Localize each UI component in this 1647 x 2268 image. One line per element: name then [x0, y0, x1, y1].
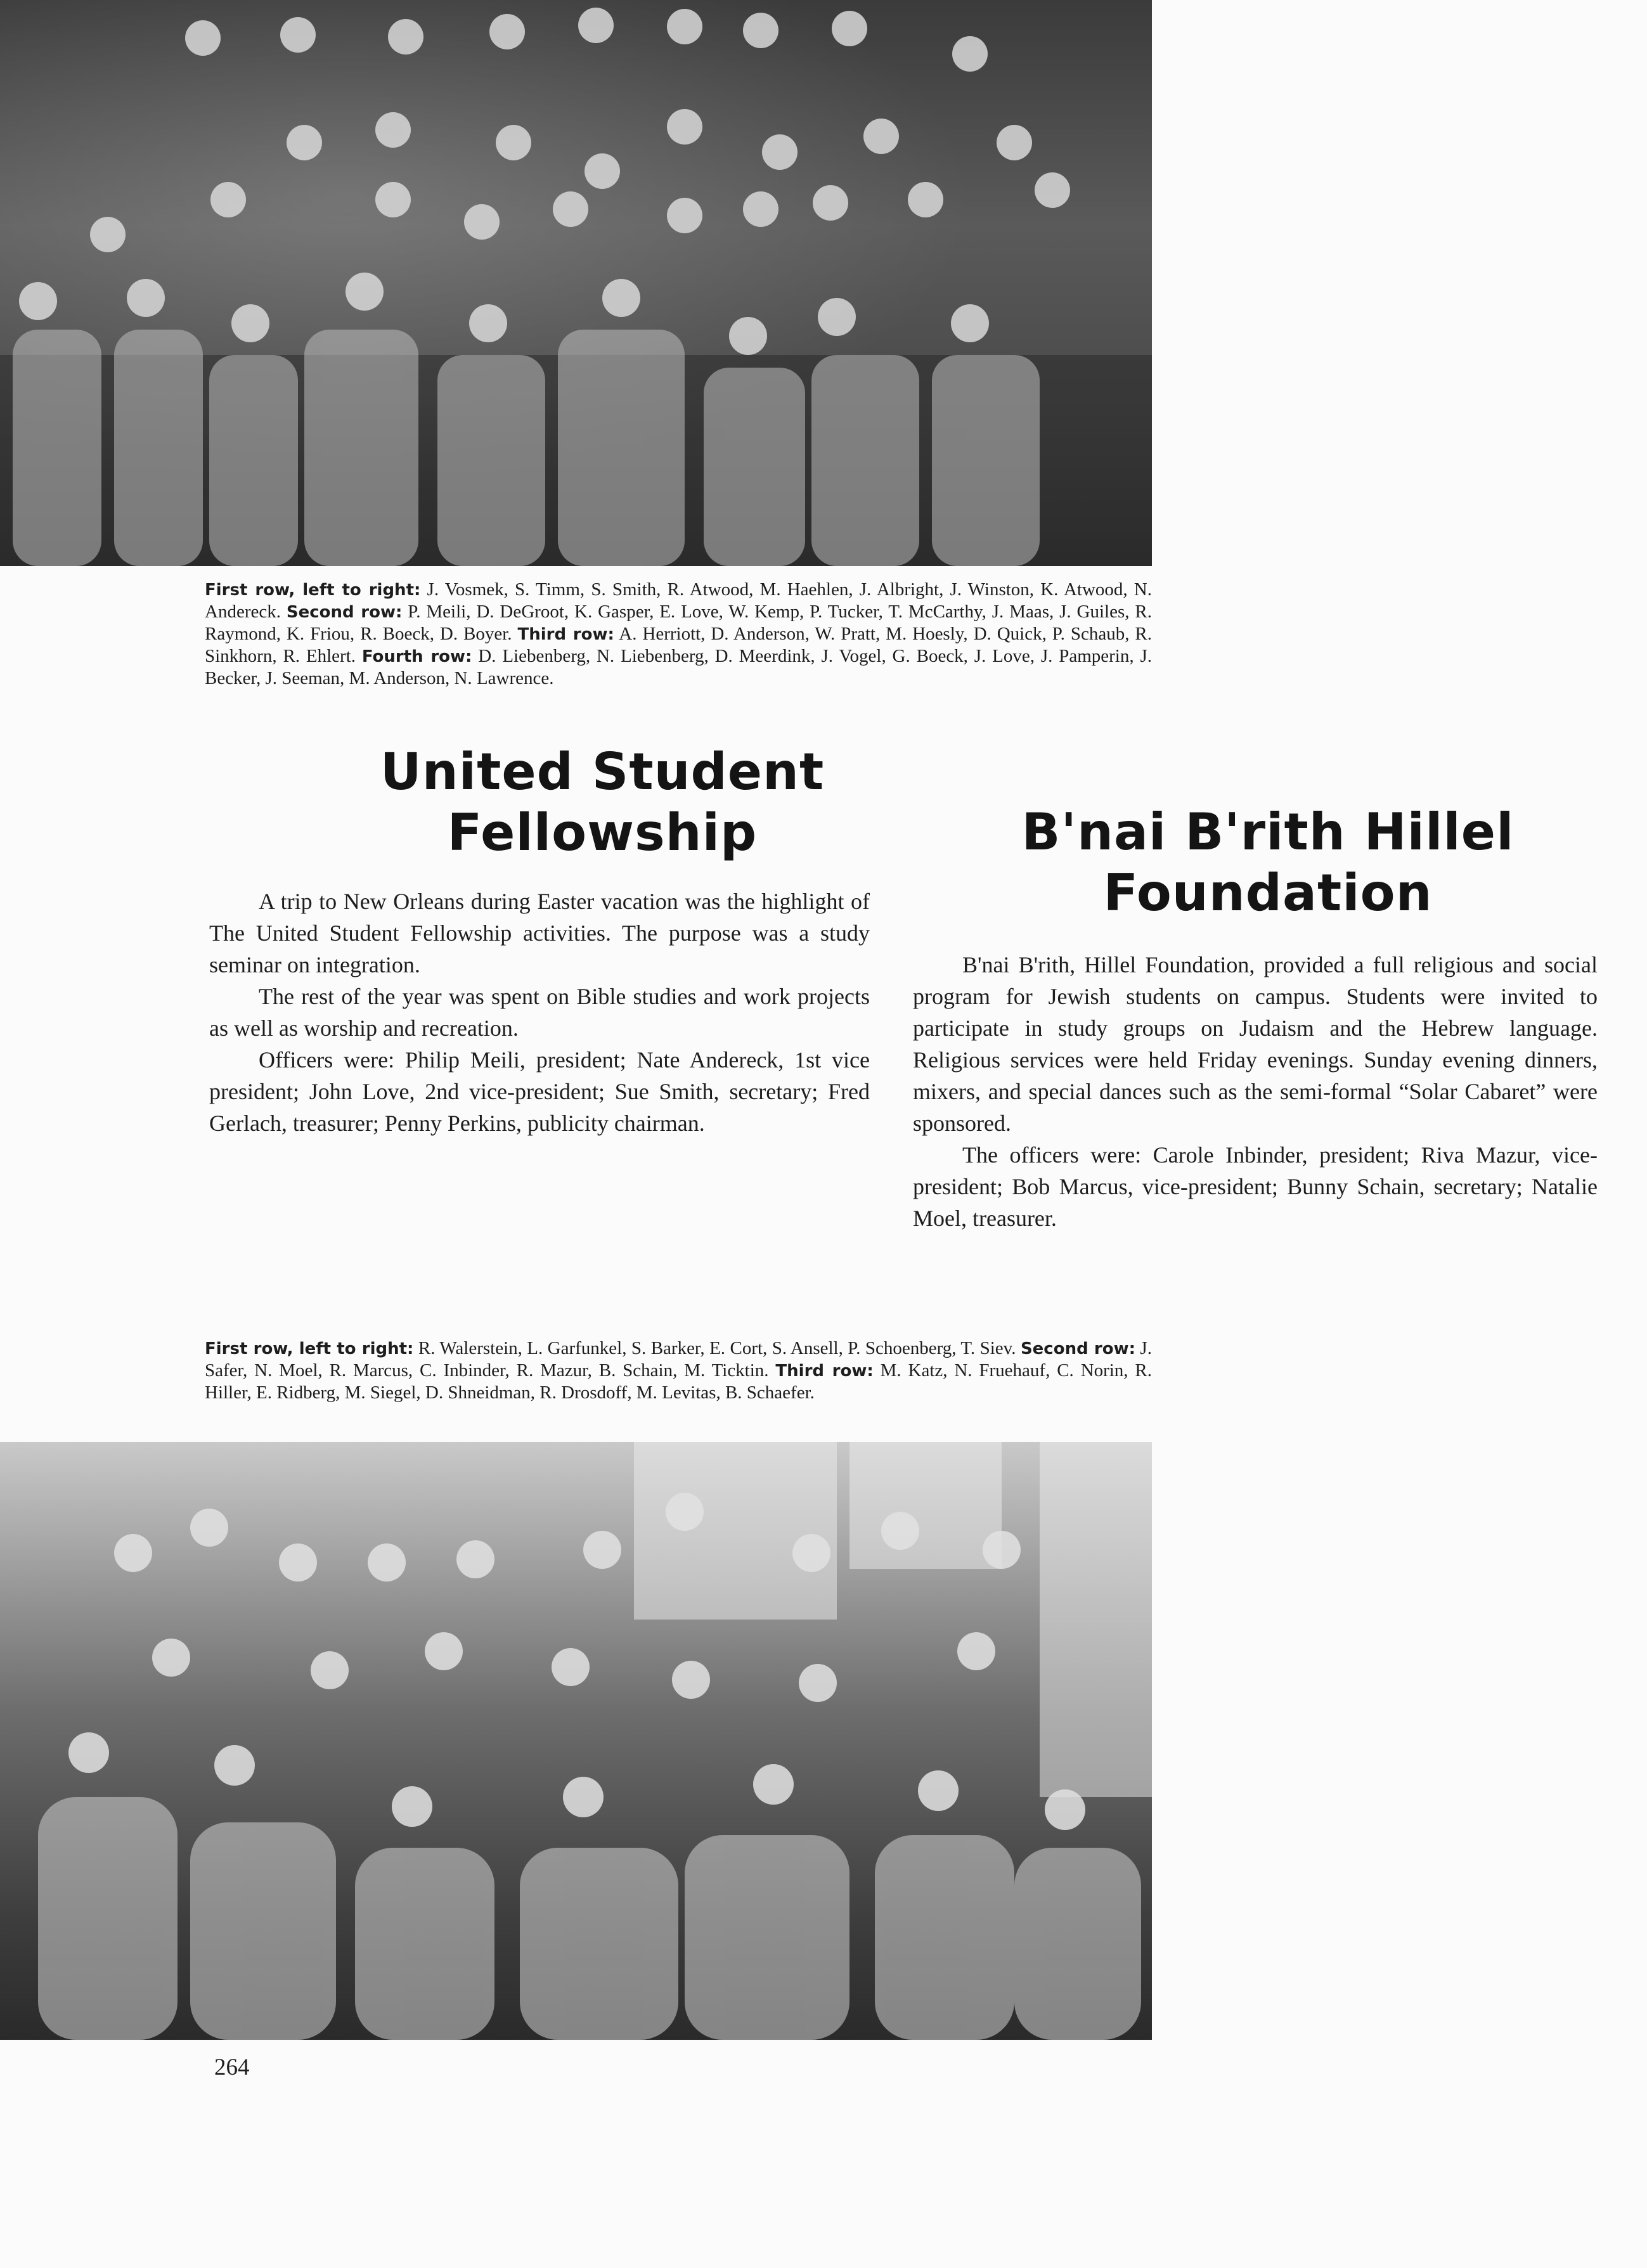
usf-heading-line2: Fellowship	[447, 803, 758, 862]
usf-heading	[279, 742, 926, 863]
usf-photo-caption	[205, 579, 1152, 689]
group-people-illustration	[0, 1442, 1152, 2040]
caption-row3-label: Third row:	[517, 625, 614, 644]
caption-row1-label: First row, left to right:	[205, 581, 421, 600]
hillel-heading-line1: B'nai B'rith Hillel	[1021, 802, 1515, 861]
caption2-row3-names: M. Katz, N. Fruehauf, C. Norin, R. Hiller, E. Ridberg, M. Siegel, D. Shneidman, R. Drosdoff, M. Levitas, B. Schaefer.	[205, 1360, 1152, 1403]
usf-article	[209, 886, 870, 1139]
caption2-row1-names: R. Walerstein, L. Garfunkel, S. Barker, E. Cort, S. Ansell, P. Schoenberg, T. Siev.	[413, 1338, 1021, 1358]
usf-heading-line1: United Student	[380, 742, 825, 801]
hillel-paragraph-1: B'nai B'rith, Hillel Foundation, provided a full religious and social program for Jewish students on campus. Students were invited to participate in study groups on Judaism and the Hebrew language. Religious services were held Friday evenings. Sunday evening dinners, mixers, and special dances such as the semi-formal “Solar Cabaret” were sponsored.	[913, 952, 1598, 1136]
hillel-paragraph-2: The officers were: Carole Inbinder, president; Riva Mazur, vice-president; Bob Marcus, vice-president; Bunny Schain, secretary; Natalie Moel, treasurer.	[913, 1142, 1598, 1231]
page-number: 264	[214, 2054, 250, 2080]
usf-group-photo	[0, 0, 1152, 566]
caption-row2-label: Second row:	[286, 603, 403, 622]
caption-row4-names: D. Liebenberg, N. Liebenberg, D. Meerdink, J. Vogel, G. Boeck, J. Love, J. Pamperin, J. Becker, J. Seeman, M. Anderson, N. Lawrence.	[205, 646, 1153, 688]
caption-row2-names: P. Meili, D. DeGroot, K. Gasper, E. Love, W. Kemp, P. Tucker, T. McCarthy, J. Maas, J. Guiles, R. Raymond, K. Friou, R. Boeck, D. Boyer.	[205, 602, 1152, 644]
hillel-heading	[951, 802, 1585, 924]
caption2-row3-label: Third row:	[775, 1362, 874, 1381]
caption2-row2-label: Second row:	[1020, 1339, 1136, 1358]
caption-row3-names: A. Herriott, D. Anderson, W. Pratt, M. Hoesly, D. Quick, P. Schaub, R. Sinkhorn, R. Ehlert.	[205, 624, 1153, 666]
hillel-heading-line2: Foundation	[1103, 863, 1433, 922]
usf-paragraph-3: Officers were: Philip Meili, president; Nate Andereck, 1st vice president; John Love, 2nd vice-president; Sue Smith, secretary; Fred Gerlach, treasurer; Penny Perkins, publicity chairman.	[209, 1047, 870, 1136]
hillel-photo-caption	[205, 1337, 1152, 1403]
usf-paragraph-1: A trip to New Orleans during Easter vacation was the highlight of The United Student Fellowship activities. The purpose was a study seminar on integration.	[209, 889, 870, 977]
caption-row4-label: Fourth row:	[361, 647, 472, 666]
caption-row1-names: J. Vosmek, S. Timm, S. Smith, R. Atwood, M. Haehlen, J. Albright, J. Winston, K. Atwood, N. Andereck.	[205, 579, 1152, 622]
usf-paragraph-2: The rest of the year was spent on Bible studies and work projects as well as worship and recreation.	[209, 984, 870, 1041]
hillel-article	[913, 949, 1598, 1234]
hillel-group-photo	[0, 1442, 1152, 2040]
caption2-row1-label: First row, left to right:	[205, 1339, 414, 1358]
caption2-row2-names: J. Safer, N. Moel, R. Marcus, C. Inbinder, R. Mazur, B. Schain, M. Ticktin.	[205, 1338, 1152, 1381]
group-people-illustration	[0, 0, 1152, 566]
